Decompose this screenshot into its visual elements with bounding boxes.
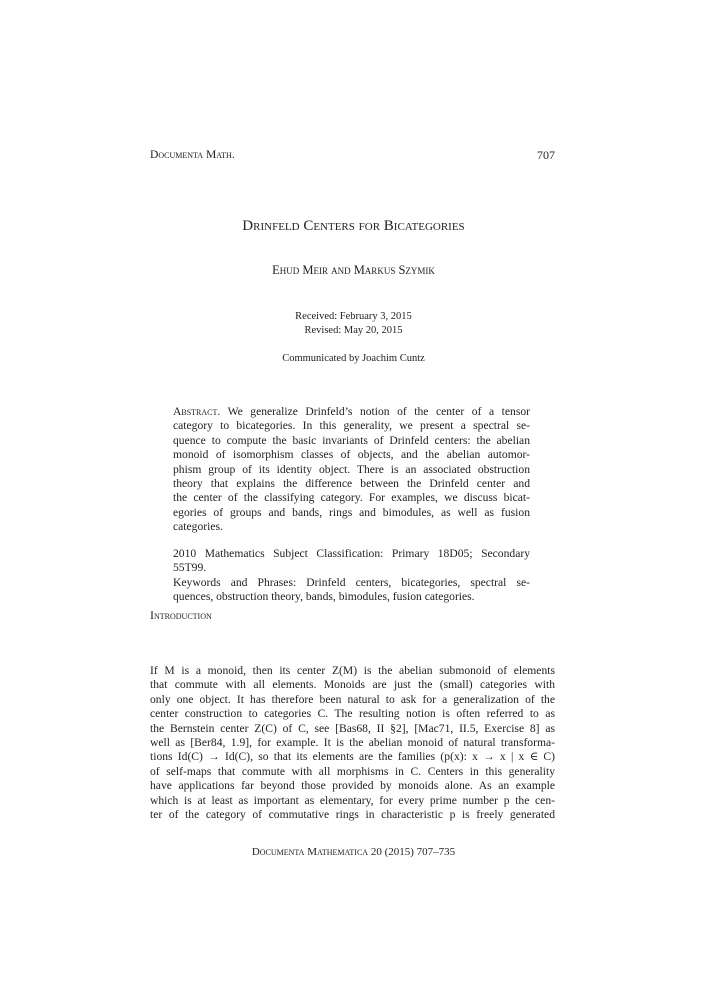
abstract	[173, 405, 530, 535]
msc-classification	[173, 547, 530, 576]
abstract-line: category to bicategories. In this generality, we present a spectral se-	[173, 419, 530, 433]
text-line: ter of the category of commutative rings in characteristic p is freely generated	[150, 807, 555, 821]
abstract-line: theory that explains the difference between the Drinfeld center and	[173, 476, 530, 490]
text-line: quences, obstruction theory, bands, bimodules, fusion categories.	[173, 590, 475, 604]
text-line: tions Id(C) → Id(C), so that its elements are the families (p(x): x → x | x ∈ C)	[150, 750, 555, 764]
abstract-line: quence to compute the basic invariants of Drinfeld centers: the abelian	[173, 433, 530, 447]
text-line: that commute with all elements. Monoids are just the (small) categories with	[150, 678, 555, 692]
text-line: which is at least as important as elementary, for every prime number p the cen-	[150, 793, 555, 807]
abstract-line: the center of the classifying category. For examples, we discuss bicat-	[173, 491, 530, 505]
abstract-text: We generalize Drinfeld’s notion of the center of a tensor	[220, 405, 530, 418]
communicated-by: Communicated by Joachim Cuntz	[282, 353, 425, 364]
text-line: 2010 Mathematics Subject Classification: Primary 18D05; Secondary	[173, 547, 530, 560]
revised-date: Revised: May 20, 2015	[304, 325, 403, 336]
section-heading-introduction: Introduction	[150, 608, 212, 622]
abstract-line: egories of groups and bands, rings and bimodules, as well as fusion	[173, 505, 530, 519]
text-line: of self-maps that commute with all morphisms in C. Centers in this generality	[150, 764, 555, 778]
keywords	[173, 576, 530, 605]
abstract-line: phism group of its identity object. There is an associated obstruction	[173, 462, 530, 476]
text-line: Keywords and Phrases: Drinfeld centers, bicategories, spectral se-	[173, 576, 530, 589]
introduction-paragraph	[150, 664, 555, 822]
text-line: center construction to categories C. The resulting notion is often referred to as	[150, 707, 555, 721]
text-line: If M is a monoid, then its center Z(M) is the abelian submonoid of elements	[150, 664, 555, 677]
received-date: Received: February 3, 2015	[295, 311, 412, 322]
text-line: well as [Ber84, 1.9], for example. It is the abelian monoid of natural transforma-	[150, 735, 555, 749]
abstract-line: categories.	[173, 520, 223, 534]
abstract-line	[173, 405, 530, 419]
text-line: 55T99.	[173, 561, 207, 575]
text-line: the Bernstein center Z(C) of C, see [Bas68, II §2], [Mac71, II.5, Exercise 8] as	[150, 721, 555, 735]
page-number: 707	[537, 148, 555, 162]
authors: Ehud Meir and Markus Szymik	[272, 263, 435, 277]
running-header-journal: Documenta Math.	[150, 148, 235, 161]
abstract-line: monoid of isomorphism classes of objects, and the abelian automor-	[173, 448, 530, 462]
abstract-label: Abstract.	[173, 405, 221, 418]
text-line: only one object. It has therefore been natural to ask for a generalization of the	[150, 692, 555, 706]
footer-citation: Documenta Mathematica 20 (2015) 707–735	[251, 846, 456, 858]
text-line: have applications far beyond those provided by monoids alone. As an example	[150, 779, 555, 793]
paper-title: Drinfeld Centers for Bicategories	[242, 218, 465, 234]
